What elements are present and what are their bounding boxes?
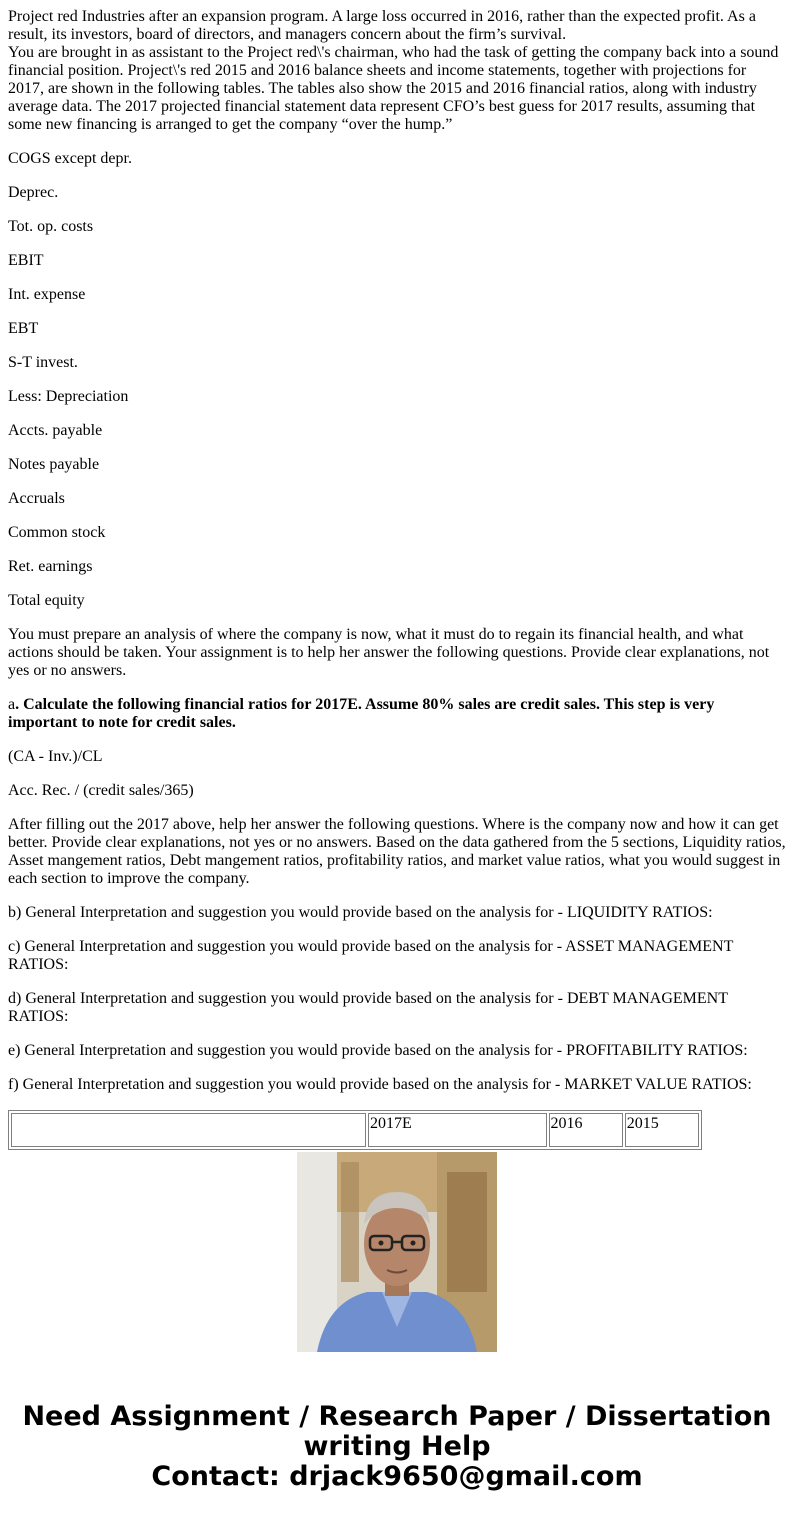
- assignment-paragraph: You must prepare an analysis of where the company is now, what it must do to regain its financial health, and what actions should be taken. Your assignment is to help her answer the following questions. Provide clear explanations, not yes or no answers.: [8, 626, 770, 679]
- intro-paragraph-1: Project red Industries after an expansion program. A large loss occurred in 2016, rather than the expected profit. As a result, its investors, board of directors, and managers concern about the firm’s survival.: [8, 8, 756, 43]
- item-accruals: Accruals: [8, 490, 65, 507]
- item-deprec: Deprec.: [8, 184, 59, 201]
- ratios-table-clipped: [8, 1110, 702, 1132]
- question-c: c) General Interpretation and suggestion you would provide based on the analysis for - ASSET MANAGEMENT RATIOS:: [8, 938, 734, 973]
- question-f: f) General Interpretation and suggestion you would provide based on the analysis for - MARKET VALUE RATIOS:: [8, 1076, 752, 1093]
- contact-banner: [0, 1402, 794, 1492]
- question-b: b) General Interpretation and suggestion you would provide based on the analysis for - LIQUIDITY RATIOS:: [8, 904, 713, 921]
- item-total-equity: Total equity: [8, 592, 85, 609]
- cta-line-1: Need Assignment / Research Paper / Dissertation: [22, 1401, 772, 1432]
- ratios-table: [8, 1110, 702, 1150]
- item-int-expense: Int. expense: [8, 286, 86, 303]
- formula-quick-ratio: (CA - Inv.)/CL: [8, 748, 103, 765]
- item-accts-payable: Accts. payable: [8, 422, 103, 439]
- intro-section: [8, 8, 786, 134]
- followup-paragraph: After filling out the 2017 above, help her answer the following questions. Where is the company now and how it can get better. Provide clear explanations, not yes or no answers. Based on the data gathered from the 5 sections, Liquidity ratios, Asset mangement ratios, Debt mangement ratios, profitability ratios, and market value ratios, what you would suggest in each section to improve the company.: [8, 816, 786, 887]
- promo-footer: [0, 1152, 794, 1492]
- item-ebit: EBIT: [8, 252, 44, 269]
- intro-paragraph-2: You are brought in as assistant to the Project red\'s chairman, who had the task of getting the company back into a sound financial position. Project\'s red 2015 and 2016 balance sheets and income statements, together with projections for 2017, are shown in the following tables. The tables also show the 2015 and 2016 financial ratios, along with industry average data. The 2017 projected financial statement data represent CFO’s best guess for 2017 results, assuming that some new financing is arranged to get the company “over the hump.”: [8, 44, 779, 133]
- item-less-depreciation: Less: Depreciation: [8, 388, 129, 405]
- table-header-row: [11, 1113, 699, 1147]
- question-d: d) General Interpretation and suggestion you would provide based on the analysis for - DEBT MANAGEMENT RATIOS:: [8, 990, 728, 1025]
- item-common-stock: Common stock: [8, 524, 106, 541]
- table-header-2015: 2015: [625, 1113, 699, 1147]
- item-notes-payable: Notes payable: [8, 456, 100, 473]
- item-st-invest: S-T invest.: [8, 354, 78, 371]
- table-header-blank: [11, 1113, 366, 1147]
- table-header-2016: 2016: [549, 1113, 623, 1147]
- question-a-text: . Calculate the following financial ratios for 2017E. Assume 80% sales are credit sales. This step is very important to note for credit sales.: [8, 696, 715, 731]
- item-tot-op-costs: Tot. op. costs: [8, 218, 94, 235]
- item-ret-earnings: Ret. earnings: [8, 558, 93, 575]
- question-a: [8, 696, 786, 732]
- document-body: [8, 8, 786, 1110]
- item-cogs: COGS except depr.: [8, 150, 132, 167]
- cta-line-2: writing Help: [303, 1431, 491, 1462]
- avatar: [297, 1152, 497, 1352]
- item-ebt: EBT: [8, 320, 39, 337]
- table-header-2017e: 2017E: [368, 1113, 547, 1147]
- question-a-prefix: a: [8, 696, 16, 713]
- avatar-portrait-image: [297, 1152, 497, 1352]
- question-e: e) General Interpretation and suggestion you would provide based on the analysis for - PROFITABILITY RATIOS:: [8, 1042, 748, 1059]
- cta-contact-email: Contact: drjack9650@gmail.com: [151, 1461, 643, 1492]
- formula-dso: Acc. Rec. / (credit sales/365): [8, 782, 194, 799]
